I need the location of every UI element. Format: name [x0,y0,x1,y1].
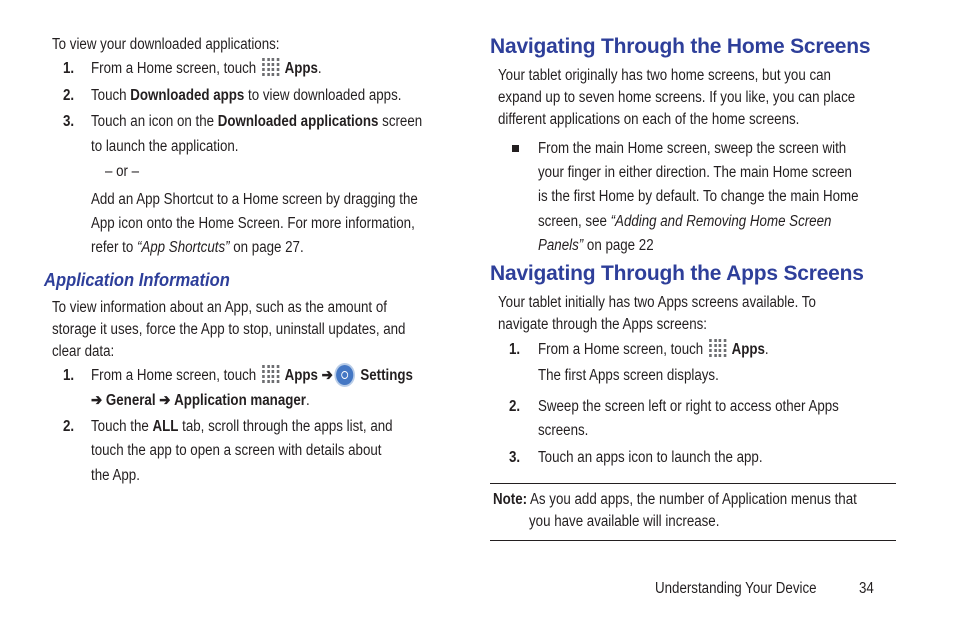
note-top-divider [490,483,896,484]
apps-label: Apps [284,367,318,384]
grid-dot [714,339,717,342]
step-text-line3: the App. [91,467,140,484]
step-number: 1. [63,60,75,77]
step-text-post: . [305,392,310,409]
bullet-square-icon [512,145,519,152]
grid-dot [276,68,279,71]
bullet-text-line: is the first Home by default. To change the main Home [538,188,859,205]
step-text-post: screen [378,113,423,130]
bullet-text-line: your finger in either direction. The main Home screen [538,164,852,181]
grid-dot [262,58,265,61]
app-info-paragraph-line: To view information about an App, such as the amount of [52,299,387,316]
note-text: As you add apps, the number of Application menus that [527,491,857,508]
bullet-text-line [538,234,654,258]
app-info-paragraph-line: clear data: [52,343,115,360]
grid-dot [719,349,722,352]
general-label: General [105,392,156,409]
step-text-line2 [91,389,310,413]
alt-text-line: App icon onto the Home Screen. For more information, [91,215,415,232]
all-tab-label: ALL [152,418,179,435]
note-text-line: you have available will increase. [529,513,720,530]
step-text [538,338,769,362]
step-text-pre: From a Home screen, touch [538,341,704,358]
settings-label: Settings [360,367,413,384]
grid-dot [719,354,722,357]
application-manager-label: Application manager [174,392,306,409]
step-text [91,415,393,439]
step-number: 1. [509,341,521,358]
grid-dot [272,58,275,61]
grid-dot [272,73,275,76]
alt-text-line [91,236,304,260]
grid-dot [276,63,279,66]
grid-dot [709,349,712,352]
step-text-post: tab, scroll through the apps list, and [178,418,393,435]
grid-dot [262,63,265,66]
home-screens-heading: Navigating Through the Home Screens [490,35,871,58]
apps-paragraph-line: Your tablet initially has two Apps screens available. To [498,294,816,311]
grid-dot [267,380,270,383]
step-number: 2. [509,398,521,415]
alt-text-pre: refer to [91,239,137,256]
grid-dot [267,375,270,378]
apps-grid-icon [261,57,280,77]
grid-dot [723,354,726,357]
grid-dot [267,68,270,71]
app-shortcuts-reference: “App Shortcuts” [136,239,230,256]
grid-dot [719,339,722,342]
grid-dot [714,349,717,352]
home-paragraph-line: different applications on each of the home screens. [498,111,800,128]
grid-dot [709,339,712,342]
settings-gear-icon [336,365,353,385]
apps-screens-heading: Navigating Through the Apps Screens [490,262,864,285]
arrow-icon: ➔ [321,367,333,384]
apps-grid-icon [708,338,727,358]
step-text-line2: The first Apps screen displays. [538,367,719,384]
application-information-heading: Application Information [44,270,230,290]
grid-dot [714,344,717,347]
app-info-paragraph-line: storage it uses, force the App to stop, uninstall updates, and [52,321,406,338]
step-text-pre: Touch [91,87,131,104]
grid-dot [272,365,275,368]
home-panels-reference: “Adding and Removing Home Screen [610,213,832,230]
step-text: Sweep the screen left or right to access other Apps [538,398,839,415]
grid-dot [723,339,726,342]
downloaded-apps-label: Downloaded apps [130,87,245,104]
home-panels-reference: Panels” [538,237,584,254]
grid-dot [723,349,726,352]
step-text-pre: Touch the [91,418,153,435]
grid-dot [262,380,265,383]
bullet-text-post: on page 22 [583,237,654,254]
grid-dot [723,344,726,347]
intro-text: To view your downloaded applications: [52,36,280,53]
grid-dot [267,63,270,66]
apps-grid-icon [261,364,280,384]
grid-dot [272,380,275,383]
step-text-post: . [317,60,322,77]
grid-dot [267,58,270,61]
grid-dot [262,370,265,373]
step-text-post: to view downloaded apps. [244,87,402,104]
grid-dot [262,375,265,378]
note-bottom-divider [490,540,896,541]
step-text [91,110,422,134]
grid-dot [276,380,279,383]
step-text-pre: From a Home screen, touch [91,60,257,77]
home-paragraph-line: Your tablet originally has two home screens, but you can [498,67,831,84]
grid-dot [262,73,265,76]
grid-dot [276,58,279,61]
grid-dot [709,344,712,347]
or-divider: – or – [105,163,140,180]
page-number: 34 [859,580,874,597]
step-text-pre: Touch an icon on the [91,113,218,130]
bullet-text-pre: screen, see [538,213,611,230]
step-text [91,84,401,108]
apps-paragraph-line: navigate through the Apps screens: [498,316,707,333]
grid-dot [267,365,270,368]
alt-text-post: on page 27. [229,239,304,256]
step-text: Touch an apps icon to launch the app. [538,449,763,466]
grid-dot [272,370,275,373]
step-number: 3. [509,449,521,466]
grid-dot [719,344,722,347]
arrow-icon: ➔ [159,392,171,409]
arrow-icon: ➔ [91,392,103,409]
grid-dot [272,68,275,71]
footer-section-title: Understanding Your Device [655,580,817,597]
grid-dot [709,354,712,357]
note-text-line [493,489,857,511]
apps-label: Apps [731,341,765,358]
step-number: 2. [63,418,75,435]
grid-dot [276,375,279,378]
grid-dot [262,365,265,368]
grid-dot [267,73,270,76]
apps-label: Apps [284,60,318,77]
grid-dot [276,370,279,373]
downloaded-applications-label: Downloaded applications [217,113,379,130]
step-text-line2: screens. [538,422,589,439]
note-label: Note: [493,491,528,508]
grid-dot [276,73,279,76]
grid-dot [714,354,717,357]
step-text-line2: to launch the application. [91,138,239,155]
step-number: 3. [63,113,75,130]
alt-text-line: Add an App Shortcut to a Home screen by dragging the [91,191,418,208]
grid-dot [272,63,275,66]
bullet-text-line [538,210,831,234]
step-text [91,57,322,81]
grid-dot [272,375,275,378]
grid-dot [276,365,279,368]
grid-dot [267,370,270,373]
step-text-post: . [764,341,769,358]
bullet-text-line: From the main Home screen, sweep the screen with [538,140,847,157]
step-number: 1. [63,367,75,384]
home-paragraph-line: expand up to seven home screens. If you like, you can place [498,89,856,106]
step-text [91,364,413,388]
step-text-pre: From a Home screen, touch [91,367,257,384]
step-number: 2. [63,87,75,104]
step-text-line2: touch the app to open a screen with details about [91,442,382,459]
grid-dot [262,68,265,71]
